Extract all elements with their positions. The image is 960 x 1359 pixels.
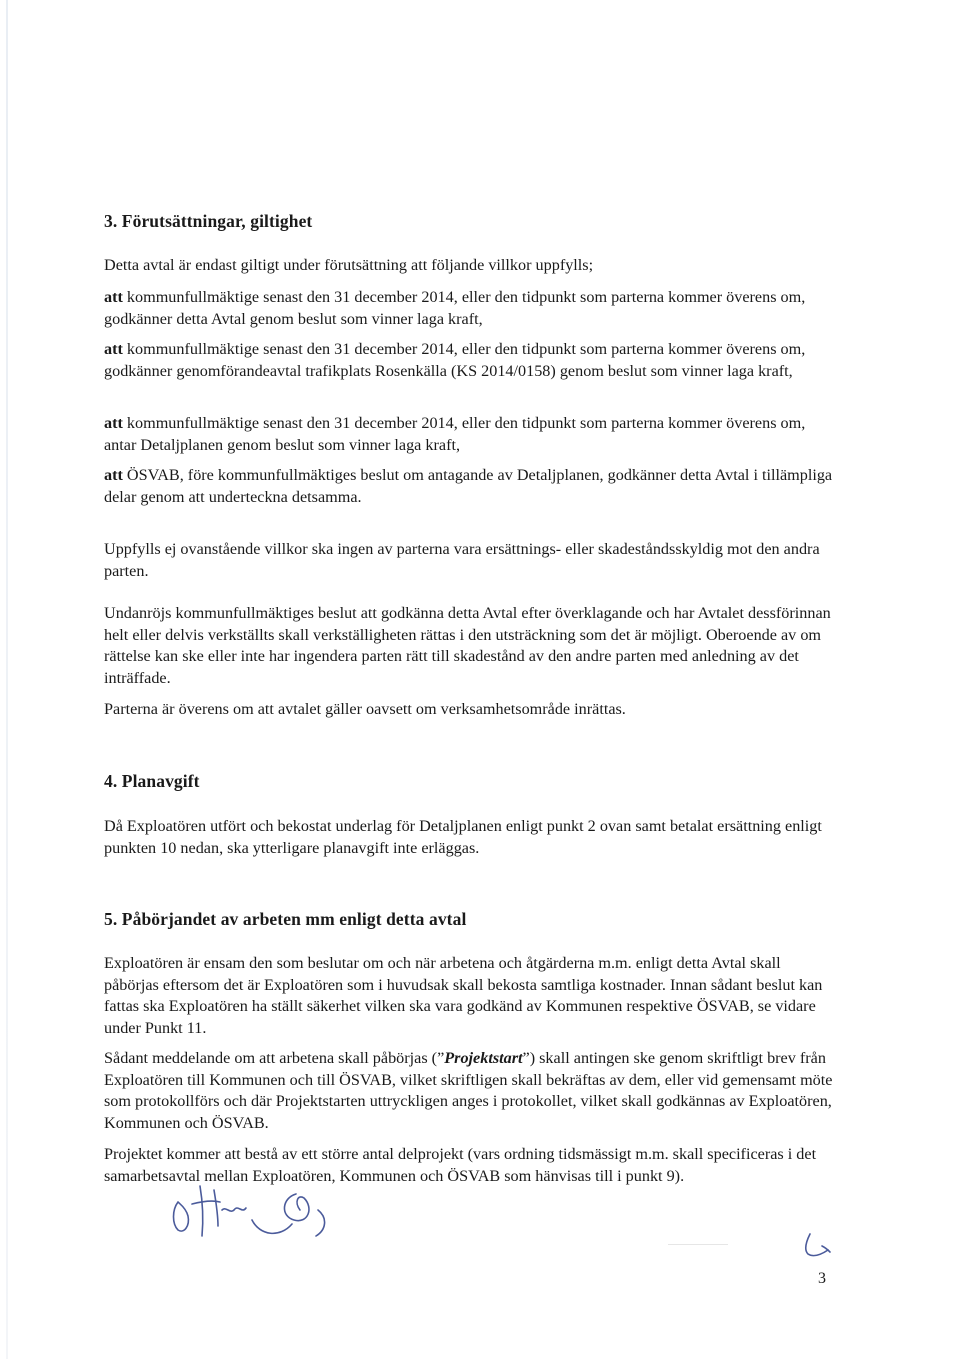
condition-lead: att xyxy=(104,466,123,484)
condition-lead: att xyxy=(104,414,123,432)
section-5-paragraph-3: Projektet kommer att bestå av ett större antal delprojekt (vars ordning tidsmässigt m.m. skall specificeras i det samarbetsavtal mellan Exploatören, Kommunen och ÖSVAB som hänvisas till i punkt 9). xyxy=(104,1145,817,1185)
condition-text: kommunfullmäktige senast den 31 december 2014, eller den tidpunkt som parterna kommer överens om, antar Detaljplanen genom beslut som vinner laga kraft, xyxy=(104,414,806,454)
condition-text: kommunfullmäktige senast den 31 december 2014, eller den tidpunkt som parterna kommer överens om, godkänner detta Avtal genom beslut som vinner laga kraft, xyxy=(104,288,806,328)
condition-4 xyxy=(104,465,834,508)
paragraph-text: ”) skall antingen ske genom skriftligt brev från Exploatören till Kommunen och till ÖSVAB, vilket skriftligen skall bekräftas av dem, eller vid gemensamt möte som protokollförs och där Projektstarten uttryckligen anges i protokollet, vilket skall godkännas av Exploatören, Kommunen och ÖSVAB. xyxy=(104,1049,833,1132)
section-3-intro: Detta avtal är endast giltigt under förutsättning att följande villkor uppfylls; xyxy=(104,256,594,274)
section-5-paragraph-2 xyxy=(104,1048,834,1134)
section-3-heading: 3. Förutsättningar, giltighet xyxy=(104,211,313,231)
paragraph-text: Sådant meddelande om att arbetena skall påbörjas (” xyxy=(104,1049,445,1067)
unmet-conditions-paragraph: Uppfylls ej ovanstående villkor ska ingen av parterna vara ersättnings- eller skadeståndsskyldig mot den andra parten. xyxy=(104,540,820,580)
handwritten-initial xyxy=(800,1230,834,1260)
condition-1 xyxy=(104,287,834,330)
annulment-paragraph: Undanröjs kommunfullmäktiges beslut att godkänna detta Avtal efter överklagande och har Avtalet dessförinnan helt eller delvis verkställts skall verkställigheten rättas i den utsträckning som det är möjligt. Oberoende av om rättelse kan ske eller inte har ingendera parten rätt till skadestånd av den andre parten med anledning av det inträffade. xyxy=(104,604,831,687)
handwritten-signature xyxy=(168,1180,343,1240)
condition-3 xyxy=(104,413,834,456)
section-4-body: Då Exploatören utfört och bekostat underlag för Detaljplanen enligt punkt 2 ovan samt betalat ersättning enligt punkten 10 nedan, ska ytterligare planavgift inte erläggas. xyxy=(104,817,822,857)
scan-artifact-line xyxy=(668,1244,728,1245)
section-5-heading: 5. Påbörjandet av arbeten mm enligt detta avtal xyxy=(104,909,467,929)
condition-text: kommunfullmäktige senast den 31 december 2014, eller den tidpunkt som parterna kommer överens om, godkänner genomförandeavtal trafikplats Rosenkälla (KS 2014/0158) genom beslut som vinner laga kraft, xyxy=(104,340,806,380)
section-4-heading: 4. Planavgift xyxy=(104,771,200,791)
condition-2 xyxy=(104,339,834,382)
scan-edge xyxy=(6,0,8,1359)
page-number: 3 xyxy=(818,1270,826,1287)
condition-text: ÖSVAB, före kommunfullmäktiges beslut om antagande av Detaljplanen, godkänner detta Avtal i tillämpliga delar genom att underteckna detsamma. xyxy=(104,466,833,506)
condition-lead: att xyxy=(104,340,123,358)
defined-term-projektstart: Projektstart xyxy=(444,1049,523,1067)
scope-paragraph: Parterna är överens om att avtalet gäller oavsett om verksamhetsområde inrättas. xyxy=(104,700,626,718)
condition-lead: att xyxy=(104,288,123,306)
section-5-paragraph-1: Exploatören är ensam den som beslutar om och när arbetena och åtgärderna m.m. enligt detta Avtal skall påbörjas eftersom det är Exploatören som i huvudsak skall bekosta samtliga kostnader. Innan sådant beslut kan fattas ska Exploatören ha ställt säkerhet vilken ska vara godkänd av Kommunen respektive ÖSVAB, se vidare under Punkt 11. xyxy=(104,954,823,1037)
